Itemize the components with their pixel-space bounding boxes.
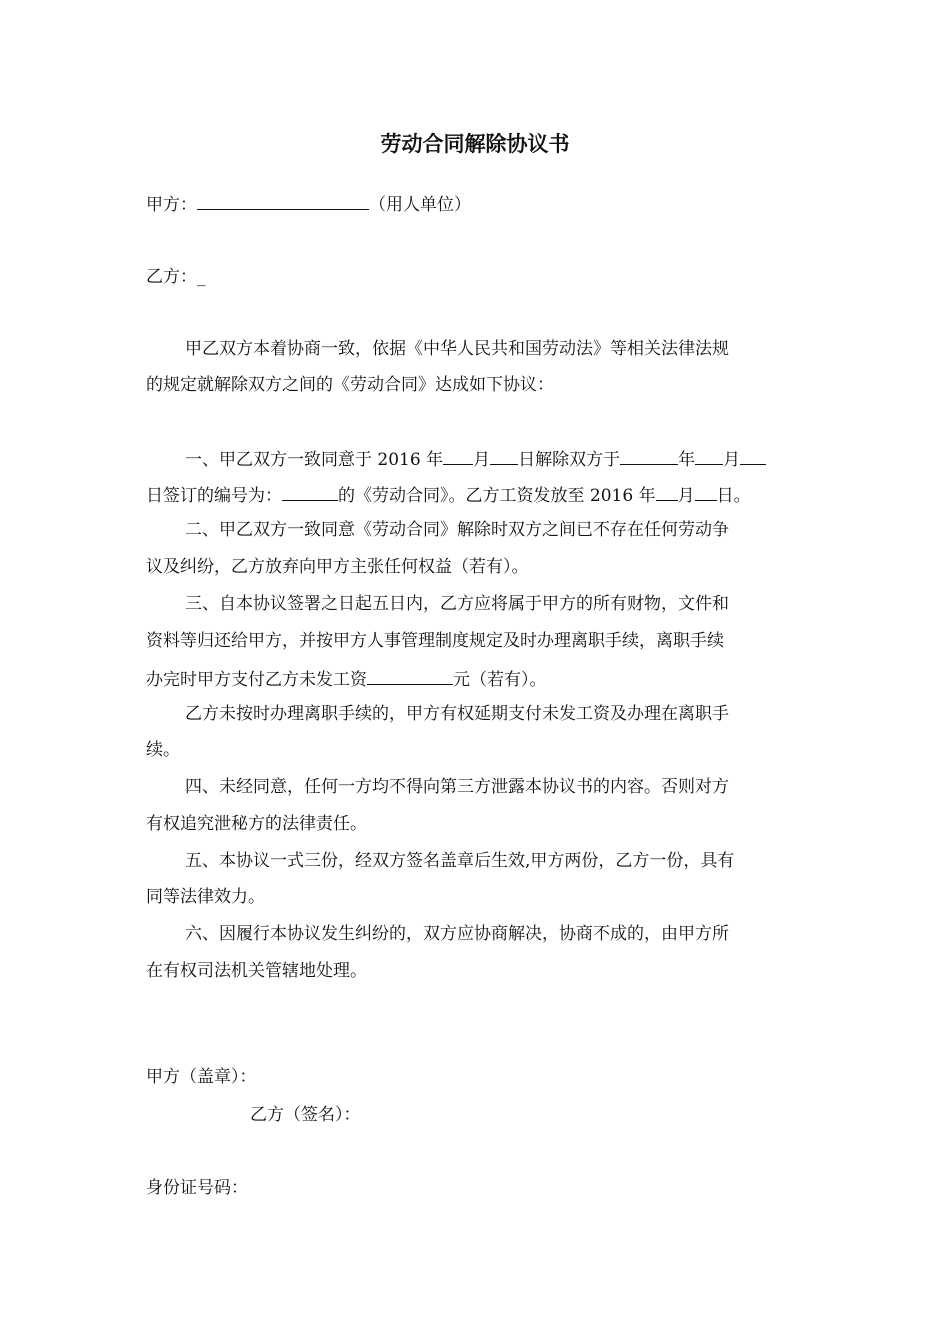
clause-1-text-c: 日解除双方于 xyxy=(518,450,621,470)
year-blank-2[interactable] xyxy=(620,448,678,465)
clause-3-line-2: 资料等归还给甲方，并按甲方人事管理制度规定及时办理离职手续，离职手续 xyxy=(146,631,724,651)
day-blank-1[interactable] xyxy=(490,448,518,465)
party-b-signature-label: 乙方（签名）： xyxy=(250,1105,361,1125)
document-title: 劳动合同解除协议书 xyxy=(380,132,570,156)
clause-4-line-1: 四、未经同意，任何一方均不得向第三方泄露本协议书的内容。否则对方 xyxy=(185,777,729,797)
clause-1-text-h: 月 xyxy=(677,486,695,506)
clause-1-line-2 xyxy=(146,484,751,506)
party-b-value: _ xyxy=(197,267,206,287)
id-number-label: 身份证号码： xyxy=(146,1178,248,1198)
clause-5-line-2: 同等法律效力。 xyxy=(146,887,265,907)
intro-line-2: 的规定就解除双方之间的《劳动合同》达成如下协议： xyxy=(146,375,554,395)
unpaid-salary-blank[interactable] xyxy=(367,668,453,685)
salary-day-blank[interactable] xyxy=(695,484,717,501)
clause-3-line-3 xyxy=(146,668,547,690)
salary-month-blank[interactable] xyxy=(656,484,678,501)
party-b-label: 乙方： xyxy=(146,267,197,287)
clause-3-note-line-2: 续。 xyxy=(146,740,180,760)
clause-1-text-i: 日。 xyxy=(716,486,751,506)
party-a-label: 甲方： xyxy=(146,195,197,215)
party-a-suffix: （用人单位） xyxy=(369,195,471,215)
clause-3-text-a: 办完时甲方支付乙方未发工资 xyxy=(146,670,367,690)
intro-line-1: 甲乙双方本着协商一致，依据《中华人民共和国劳动法》等相关法律法规 xyxy=(185,339,729,359)
clause-1-text-a: 一、甲乙双方一致同意于 2016 年 xyxy=(185,450,444,470)
clause-3-note-line-1: 乙方未按时办理离职手续的，甲方有权延期支付未发工资及办理在离职手 xyxy=(185,704,729,724)
clause-5-line-1: 五、本协议一式三份，经双方签名盖章后生效,甲方两份，乙方一份，具有 xyxy=(185,851,735,871)
contract-number-blank[interactable] xyxy=(282,484,338,501)
party-a-signature-label: 甲方（盖章）： xyxy=(146,1067,257,1087)
clause-2-line-1: 二、甲乙双方一致同意《劳动合同》解除时双方之间已不存在任何劳动争 xyxy=(185,520,729,540)
month-blank-2[interactable] xyxy=(695,448,723,465)
party-a-blank[interactable] xyxy=(197,193,369,210)
month-blank-1[interactable] xyxy=(443,448,473,465)
clause-4-line-2: 有权追究泄秘方的法律责任。 xyxy=(146,814,367,834)
clause-1-text-b: 月 xyxy=(473,450,491,470)
clause-2-line-2: 议及纠纷，乙方放弃向甲方主张任何权益（若有）。 xyxy=(146,557,529,577)
clause-1-line-1 xyxy=(185,448,766,470)
clause-1-text-g: 的《劳动合同》。乙方工资发放至 2016 年 xyxy=(338,486,656,506)
day-blank-2[interactable] xyxy=(740,448,766,465)
clause-3-line-1: 三、自本协议签署之日起五日内，乙方应将属于甲方的所有财物，文件和 xyxy=(185,594,729,614)
clause-6-line-1: 六、因履行本协议发生纠纷的，双方应协商解决，协商不成的，由甲方所 xyxy=(185,924,729,944)
party-b-line xyxy=(146,267,206,287)
clause-1-text-d: 年 xyxy=(678,450,696,470)
clause-1-text-e: 月 xyxy=(723,450,741,470)
clause-3-text-b: 元（若有）。 xyxy=(453,670,547,690)
party-a-line xyxy=(146,193,471,215)
clause-6-line-2: 在有权司法机关管辖地处理。 xyxy=(146,961,367,981)
clause-1-text-f: 日签订的编号为： xyxy=(146,486,282,506)
